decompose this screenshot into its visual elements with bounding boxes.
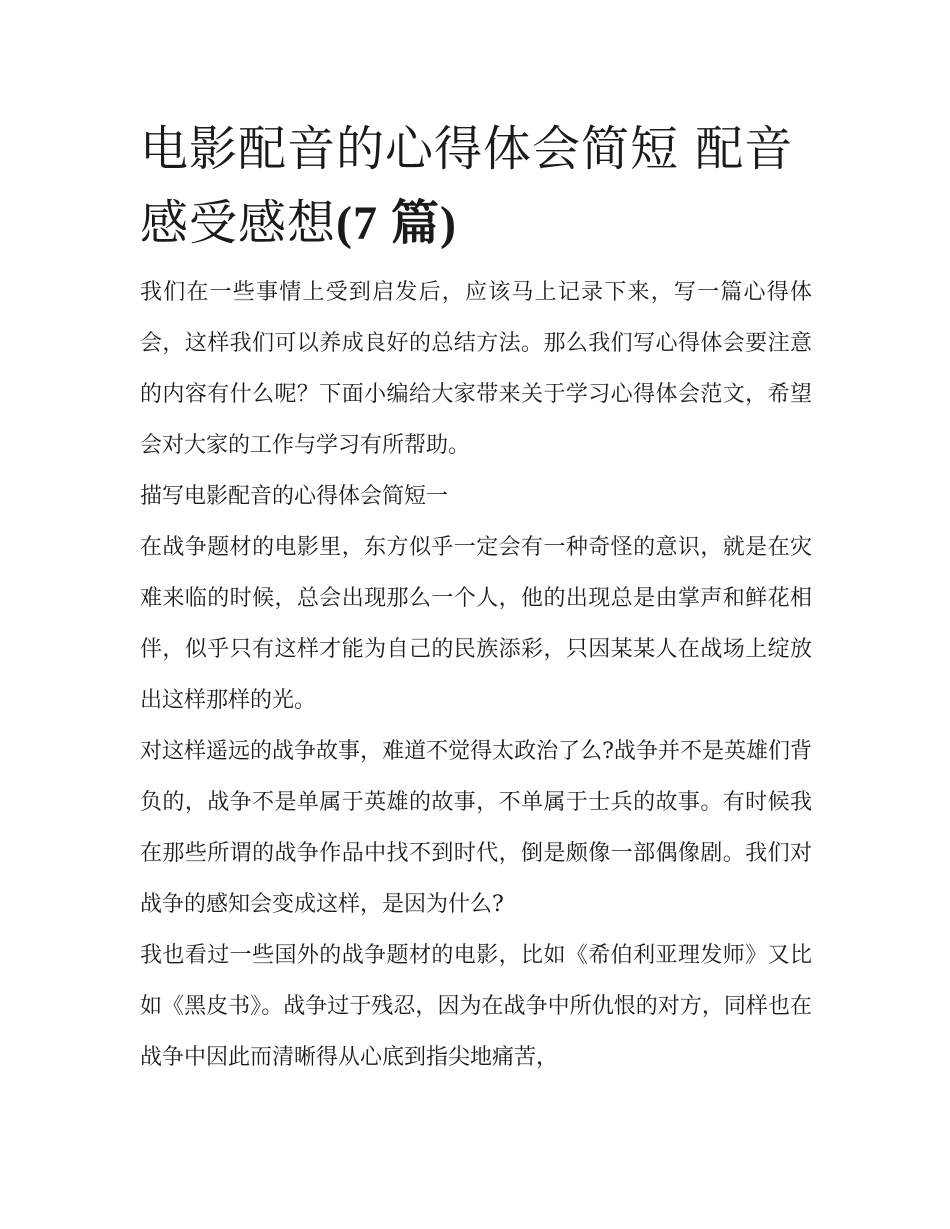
body-paragraph: 对这样遥远的战争故事，难道不觉得太政治了么?战争并不是英雄们背负的，战争不是单属于英雄的故事，不单属于士兵的故事。有时候我在那些所谓的战争作品中找不到时代，倒是颇像一部偶像剧。我们对战争的感知会变成这样，是因为什么? [140, 739, 812, 917]
document-page [140, 112, 812, 1083]
title-main: 电影配音的心得体会简短 配音感受感想 [140, 121, 794, 251]
title-count: (7 篇) [336, 197, 457, 250]
intro-paragraph: 我们在一些事情上受到启发后，应该马上记录下来，写一篇心得体会，这样我们可以养成良好的总结方法。那么我们写心得体会要注意的内容有什么呢？下面小编给大家带来关于学习心得体会范文，希望会对大家的工作与学习有所帮助。 [140, 280, 812, 458]
document-title [140, 112, 812, 261]
body-paragraph: 我也看过一些国外的战争题材的电影，比如《希伯利亚理发师》又比如《黑皮书》。战争过于残忍，因为在战争中所仇恨的对方，同样也在战争中因此而清晰得从心底到指尖地痛苦， [140, 943, 812, 1070]
section-heading: 描写电影配音的心得体会简短一 [140, 484, 449, 509]
body-paragraph: 在战争题材的电影里，东方似乎一定会有一种奇怪的意识，就是在灾难来临的时候，总会出现那么一个人，他的出现总是由掌声和鲜花相伴，似乎只有这样才能为自己的民族添彩，只因某某人在战场上绽放出这样那样的光。 [140, 535, 812, 713]
